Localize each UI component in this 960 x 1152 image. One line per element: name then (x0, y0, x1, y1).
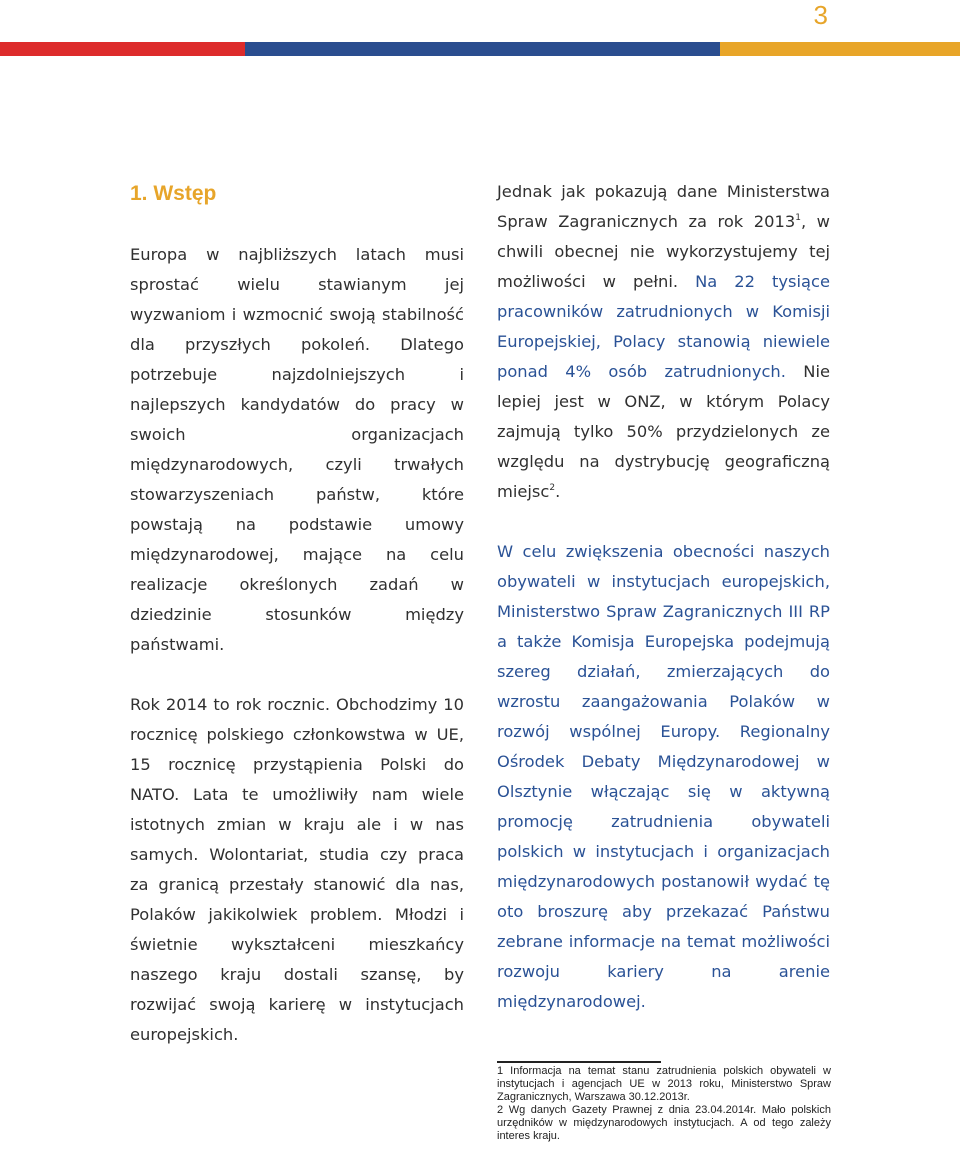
footnote-divider (497, 1061, 661, 1063)
footnote-2: 2 Wg danych Gazety Prawnej z dnia 23.04.2014r. Mało polskich urzędników w międzynarodowych instytucjach. A od tego zależy interes kraju. (497, 1104, 831, 1142)
highlight-statistic-ke: Na 22 tysiące pracowników zatrudnionych w Komisji Europejskiej, Polacy stanowią niewiele ponad 4% osób zatrudnionych. (497, 272, 830, 381)
footnote-ref-1: 1 (795, 213, 801, 223)
right-column (497, 177, 830, 1017)
highlight-statistic-onz: Nie lepiej jest w ONZ, w którym Polacy zajmują tylko 50% przydzielonych ze względu na dystrybucję geograficzną miejsc (497, 362, 830, 501)
color-bar-blue-segment (245, 42, 720, 56)
right-paragraph-1 (497, 177, 830, 507)
footnote-ref-2: 2 (549, 483, 556, 493)
color-bar-red-segment (0, 42, 245, 56)
highlight-goal: W celu zwiększenia obecności naszych obywateli w instytucjach europejskich, Ministerstwo Spraw Zagranicznych III RP a także Komisja Europejska podejmują szereg działań, zmierzających do wzrostu zaangażowania Polaków w rozwój wspólnej Europy. (497, 542, 830, 741)
right-paragraph-2 (497, 537, 830, 1017)
left-column (130, 240, 464, 1050)
page-number: 3 (813, 0, 828, 30)
right-p1-text-b: , w chwili obecnej nie wykorzystujemy tej możliwości w pełni. (497, 212, 830, 291)
header-color-bar (0, 42, 960, 56)
color-bar-gold-segment (720, 42, 960, 56)
footnotes (497, 1065, 831, 1143)
intro-paragraph-1: Europa w najbliższych latach musi sprostać wielu stawianym jej wyzwaniom i wzmocnić swoją stabilność dla przyszłych pokoleń. Dlatego potrzebuje najzdolniejszych i najlepszych kandydatów do pracy w swoich organizacjach międzynarodowych, czyli trwałych stowarzyszeniach państw, które powstają na podstawie umowy międzynarodowej, mające na celu realizacje określonych zadań w dziedzinie stosunków między państwami. (130, 245, 464, 654)
footnote-1: 1 Informacja na temat stanu zatrudnienia polskich obywateli w instytucjach i agencjach UE w 2013 roku, Ministerstwo Spraw Zagranicznych, Warszawa 30.12.2013r. (497, 1065, 831, 1103)
section-heading: 1. Wstęp (130, 182, 217, 205)
intro-paragraph-2: Rok 2014 to rok rocznic. Obchodzimy 10 rocznicę polskiego członkowstwa w UE, 15 rocznicę przystąpienia Polski do NATO. Lata te umożliwiły nam wiele istotnych zmian w kraju ale i w nas samych. Wolontariat, studia czy praca za granicą przestały stanowić dla nas, Polaków jakikolwiek problem. Młodzi i świetnie wykształceni mieszkańcy naszego kraju dostali szansę, by rozwijać swoją karierę w instytucjach europejskich. (130, 695, 464, 1044)
right-p2-rest: Regionalny Ośrodek Debaty Międzynarodowej w Olsztynie włączając się w aktywną promocję zatrudnienia obywateli polskich w instytucjach i organizacjach międzynarodowych postanowił wydać tę oto broszurę aby przekazać Państwu zebrane informacje na temat możliwości rozwoju kariery na arenie międzynarodowej. (497, 722, 830, 1011)
right-p1-text-a: Jednak jak pokazują dane Ministerstwa Spraw Zagranicznych za rok 2013 (497, 182, 830, 231)
right-p1-end: . (555, 482, 561, 501)
